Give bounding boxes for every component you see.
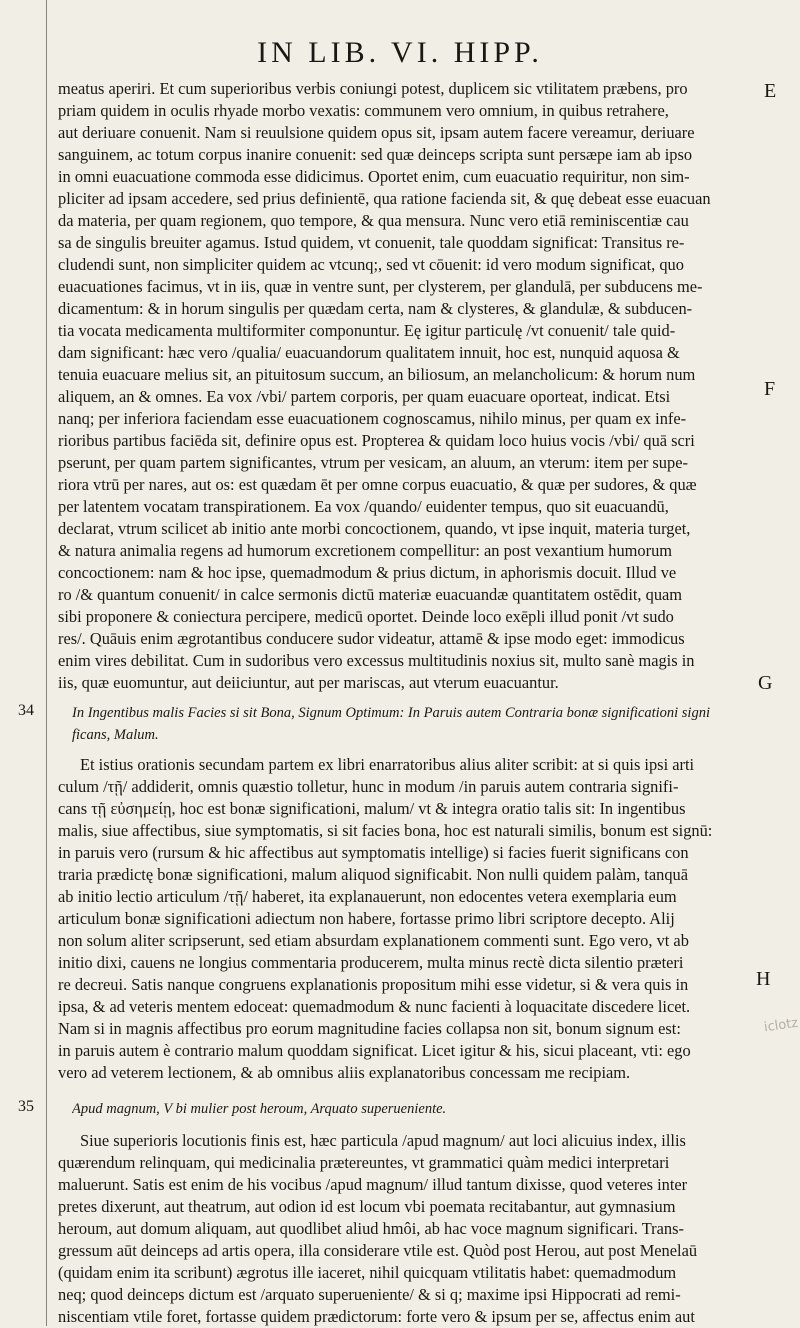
text-line: iis, quæ euomuntur, aut deiiciuntur, aut per mariscas, aut vterum euacuantur. (58, 673, 559, 692)
text-line: dicamentum: & in horum singulis per quædam certa, nam & clysteres, & glandulæ, & subducen- (58, 299, 693, 318)
text-line: in paruis vero (rursum & hic affectibus aut symptomatis intellige) si facies fuerit significans con (58, 843, 689, 862)
text-line: quærendum relinquam, qui medicinalia prætereuntes, vt grammatici quàm medici interpretari (58, 1153, 670, 1172)
text-line: ipsa, & ad veteris mentem edoceat: quemadmodum & nunc facienti à loquacitate discedere licet. (58, 997, 691, 1016)
text-line: nanq; per inferiora faciendam esse euacuationem cognoscamus, nihilo minus, per quam ex infe- (58, 409, 687, 428)
text-line: aut deriuare conuenit. Nam si reuulsione quidem opus sit, ipsam autem facere vereamur, deriuare (58, 123, 695, 142)
text-line: ab initio lectio articulum /τῇ/ haberet, ita explanauerunt, non edocentes vetera exemplaria eum (58, 887, 677, 906)
text-line: dam significant: hæc vero /qualia/ euacuandorum qualitatem innuit, hoc est, nunquid aquosa & (58, 343, 680, 362)
text-line: niscentiam vtile foret, fortasse quidem prædictorum: forte vero & ipsum per se, affectus enim aut (58, 1307, 695, 1326)
text-line: euacuationes facimus, vt in iis, quæ in ventre sunt, per clysterem, per glandulā, per subducens me- (58, 277, 703, 296)
text-line: sibi proponere & coniectura percipere, medicū oportet. Deinde loco exēpli illud ponit /vt sudo (58, 607, 674, 626)
text-line: maluerunt. Satis est enim de his vocibus /apud magnum/ illud tantum dixisse, quod veteres inter (58, 1175, 688, 1194)
section-number: 35 (18, 1098, 34, 1115)
text-line: culum /τῇ/ addiderit, omnis quæstio tolletur, hunc in modum /in paruis autem contraria signifi- (58, 777, 679, 796)
margin-letter: G (758, 672, 773, 694)
text-line: articulum bonæ significationi adiectum non habere, fortasse primo libri scriptore decepto. Alij (58, 909, 675, 928)
lemma-line: In Ingentibus malis Facies si sit Bona, Signum Optimum: In Paruis autem Contraria bonæ significationi signi (72, 705, 710, 721)
text-line: non solum aliter scripserunt, sed etiam absurdam explanationem commenti sunt. Ego vero, vt ab (58, 931, 689, 950)
text-line: in omni euacuatione commoda esse didicimus. Oportet enim, cum euacuatio requiritur, non sim- (58, 167, 690, 186)
text-line: Et istius orationis secundam partem ex libri enarratoribus alius aliter scribit: at si quis ipsi arti (80, 755, 695, 774)
text-line: Siue superioris locutionis finis est, hæc particula /apud magnum/ aut loci alicuius index, illis (80, 1131, 686, 1150)
text-line: sanguinem, ac totum corpus inanire conuenit: sed quæ deinceps scripta sunt persæpe iam ab ipso (58, 145, 693, 164)
left-margin-rule (46, 0, 47, 1326)
text-line: cans τῇ εὐσημείῃ, hoc est bonæ significationi, malum/ vt & integra oratio talis sit: In ingentibus (58, 799, 686, 818)
text-line: neq; quod deinceps dictum est /arquato superueniente/ & si q; maxime ipsi Hippocrati ad remi- (58, 1285, 681, 1304)
text-line: (quidam enim ita scribunt) ægrotus ille iaceret, nihil quicquam vtilitatis habet: quemadmodum (58, 1263, 677, 1282)
text-line: sa de singulis breuiter agamus. Istud quidem, vt conuenit, tale quoddam significat: Transitus re- (58, 233, 685, 252)
text-line: res/. Quāuis enim ægrotantibus conducere sudor videatur, attamē & ipse modo eget: immodicus (58, 629, 685, 648)
text-line: pserunt, per quam partem significantes, vtrum per vesicam, an aluum, an vterum: item per supe- (58, 453, 688, 472)
text-line: aliquem, an & omnes. Ea vox /vbi/ partem corporis, per quam euacuare oporteat, indicat. Etsi (58, 387, 671, 406)
margin-letter: E (764, 80, 777, 102)
text-line: cludendi sunt, non simpliciter quidem ac vtcunq;, sed vt cōuenit: id vero modum significat, quo (58, 255, 684, 274)
text-line: & natura animalia regens ad humorum excretionem compellitur: an post vexantium humorum (58, 541, 673, 560)
text-line: tia vocata medicamenta multiformiter componuntur. Eę igitur particulę /vt conuenit/ tale quid- (58, 321, 676, 340)
margin-letter: H (756, 968, 771, 990)
text-line: gressum aūt deinceps ad artis opera, illa considerare vtile est. Quòd post Herou, aut post Menelaū (58, 1241, 698, 1260)
text-line: tenuia euacuare melius sit, an pituitosum succum, an biliosum, an melancholicum: & horum num (58, 365, 696, 384)
text-line: meatus aperiri. Et cum superioribus verbis coniungi potest, duplicem sic vtilitatem præbens, pro (58, 79, 688, 98)
lemma-line: Apud magnum, V bi mulier post heroum, Arquato superueniente. (72, 1101, 447, 1117)
text-line: priam quidem in oculis rhyade morbo vexatis: communem vero omnium, in quibus retrahere, (58, 101, 669, 120)
text-line: per latentem vocatam transpirationem. Ea vox /quando/ euidenter tempus, quo sit euacuandū, (58, 497, 669, 516)
text-line: traria prædictę bonæ significationi, malum aliquod significabit. Non nulli quidem palàm, tanquā (58, 865, 688, 884)
text-line: initio dixi, cauens ne longius commentaria producerem, multa minus rectè dicta silentio præteri (58, 953, 684, 972)
text-line: declarat, vtrum scilicet ab initio ante morbi concoctionem, quando, vt ipse inquit, materia turget, (58, 519, 691, 538)
text-line: riora vtrū per nares, aut os: est quædam ēt per omne corpus euacuatio, & quæ per sudores, & quæ (58, 475, 697, 494)
running-title: IN LIB. VI. HIPP. (257, 36, 543, 69)
text-line: enim vires debilitat. Cum in sudoribus vero excessus multitudinis noxius sit, multo sanè magis in (58, 651, 695, 670)
text-line: pliciter ad ipsam accedere, sed prius definientē, qua ratione facienda sit, & quę debeat esse euacuan (58, 189, 711, 208)
text-line: pretes dixerunt, aut theatrum, aut odion id est locum vbi poemata recitabantur, aut gymnasium (58, 1197, 676, 1216)
text-line: concoctionem: nam & hoc ipse, quemadmodum & prius dictum, in aphorismis docuit. Illud ve (58, 563, 677, 582)
lemma-line: ficans, Malum. (72, 727, 159, 743)
text-line: ro /& quantum conuenit/ in calce sermonis dictū materiæ euacuandæ quantitatem ostēdit, quam (58, 585, 683, 604)
margin-handwritten-note: iclotz (763, 1015, 800, 1036)
text-line: Nam si in magnis affectibus pro eorum magnitudine facies collapsa non sit, bonum signum est: (58, 1019, 681, 1038)
text-line: in paruis autem è contrario malum quoddam significat. Licet igitur & his, sicui placeant, vti: ego (58, 1041, 691, 1060)
text-line: rioribus partibus faciēda sit, definire opus est. Propterea & quidam loco huius vocis /vbi/ quā scri (58, 431, 695, 450)
section-number: 34 (18, 702, 34, 719)
text-line: re decreui. Satis nanque congruens explanationis propositum mihi esse videtur, si & vera quis in (58, 975, 689, 994)
text-line: heroum, aut domum aliquam, aut quodlibet aliud hmôi, ab hac voce magnum significari. Trans- (58, 1219, 684, 1238)
text-line: malis, siue affectibus, siue symptomatis, si sit facies bona, hoc est naturali similis, bonum est signū: (58, 821, 713, 840)
margin-letter: F (764, 378, 776, 400)
text-line: da materia, per quam regionem, quo tempore, & qua mensura. Nunc vero etiā reminiscentiæ cau (58, 211, 689, 230)
text-line: vero ad veterem lectionem, & ab omnibus aliis explanatoribus concessam me recipiam. (58, 1063, 631, 1082)
